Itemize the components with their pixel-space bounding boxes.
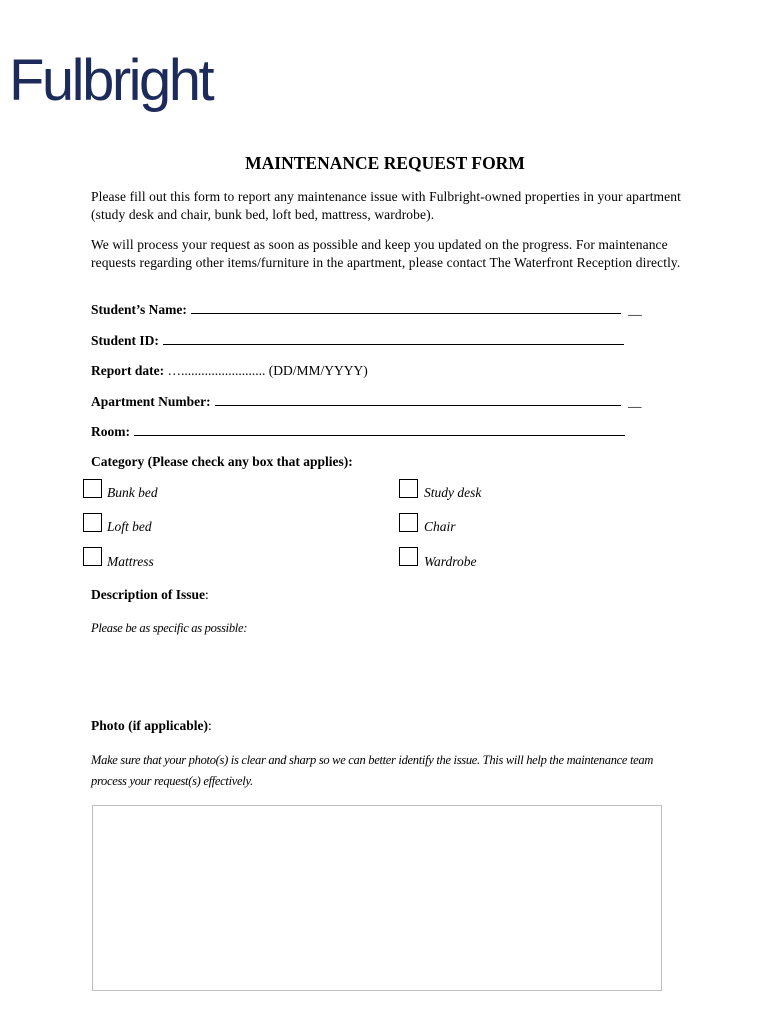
checkbox-label-mattress: Mattress	[107, 554, 154, 569]
student-name-line[interactable]	[191, 301, 621, 314]
photo-upload-area[interactable]	[92, 805, 662, 991]
room-label: Room:	[91, 424, 130, 439]
report-date-label: Report date:	[91, 363, 165, 378]
checkbox-chair[interactable]	[399, 513, 418, 532]
apartment-number-field[interactable]	[91, 393, 641, 410]
room-field[interactable]	[91, 423, 625, 440]
checkbox-wardrobe[interactable]	[399, 547, 418, 566]
room-line[interactable]	[134, 423, 625, 436]
apartment-number-label: Apartment Number:	[91, 394, 211, 409]
description-label: Description of Issue:	[91, 587, 209, 602]
student-id-field[interactable]	[91, 332, 624, 349]
checkbox-label-chair: Chair	[424, 519, 456, 534]
checkbox-mattress[interactable]	[83, 547, 102, 566]
checkbox-label-loft-bed: Loft bed	[107, 519, 152, 534]
trailing-mark: __	[627, 394, 642, 409]
checkbox-bunk-bed[interactable]	[83, 479, 102, 498]
student-name-label: Student’s Name:	[91, 302, 187, 317]
checkbox-study-desk[interactable]	[399, 479, 418, 498]
trailing-mark: __	[628, 302, 642, 317]
photo-hint: Make sure that your photo(s) is clear and sharp so we can better identify the issue. This will help the maintenance team process your request(s) effectively.	[91, 753, 654, 788]
checkbox-label-wardrobe: Wardrobe	[424, 554, 477, 569]
intro-paragraph-2: We will process your request as soon as possible and keep you updated on the progress. For maintenance requests regarding other items/furniture in the apartment, please contact The Waterfront Reception directly.	[91, 237, 681, 270]
description-hint: Please be as specific as possible:	[91, 621, 248, 635]
report-date-field[interactable]	[91, 363, 368, 379]
checkbox-loft-bed[interactable]	[83, 513, 102, 532]
apartment-number-line[interactable]	[215, 393, 621, 406]
report-date-input[interactable]: ….........................	[167, 363, 266, 378]
intro-paragraph-1: Please fill out this form to report any maintenance issue with Fulbright-owned properties in your apartment (study desk and chair, bunk bed, loft bed, mattress, wardrobe).	[91, 189, 681, 222]
photo-label: Photo (if applicable):	[91, 718, 212, 733]
fulbright-logo: Fulbright	[9, 48, 213, 113]
page-title: MAINTENANCE REQUEST FORM	[245, 153, 525, 173]
checkbox-label-bunk-bed: Bunk bed	[107, 485, 158, 500]
checkbox-label-study-desk: Study desk	[424, 485, 482, 500]
student-id-line[interactable]	[163, 332, 624, 345]
student-id-label: Student ID:	[91, 333, 159, 348]
student-name-field[interactable]	[91, 301, 642, 318]
category-heading: Category (Please check any box that applies):	[91, 454, 353, 469]
report-date-format: (DD/MM/YYYY)	[268, 363, 368, 378]
